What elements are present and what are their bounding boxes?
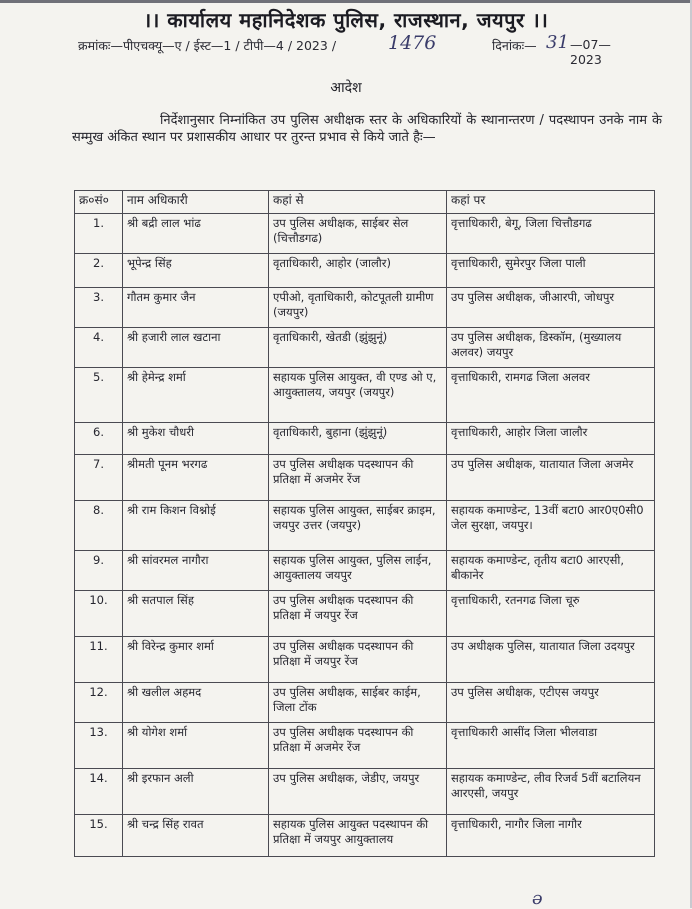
table-row (75, 769, 655, 815)
row-officer-name: श्री सांवरमल नागौरा (123, 551, 269, 591)
row-serial: 4. (75, 328, 123, 368)
row-officer-name: श्री मुकेश चौधरी (123, 423, 269, 455)
row-from: उप पुलिस अधीक्षक, जेडीए, जयपुर (269, 769, 447, 815)
row-from: सहायक पुलिस आयुक्त, पुलिस लाईन, आयुक्तालय जयपुर (269, 551, 447, 591)
row-serial: 10. (75, 591, 123, 637)
table-row (75, 501, 655, 551)
row-serial: 6. (75, 423, 123, 455)
row-officer-name: श्रीमती पूनम भरगढ (123, 455, 269, 501)
table-row (75, 683, 655, 723)
row-officer-name: श्री बद्री लाल भांढ (123, 214, 269, 254)
row-serial: 3. (75, 288, 123, 328)
page-top-edge (0, 0, 692, 3)
row-officer-name: श्री हजारी लाल खटाना (123, 328, 269, 368)
table-header-row (75, 191, 655, 214)
row-serial: 7. (75, 455, 123, 501)
row-from: सहायक पुलिस आयुक्त पदस्थापन की प्रतिक्षा में जयपुर आयुक्तालय (269, 815, 447, 857)
date-label: दिनांकः— (492, 38, 537, 53)
table-row (75, 551, 655, 591)
row-serial: 12. (75, 683, 123, 723)
row-serial: 13. (75, 723, 123, 769)
office-header: ।। कार्यालय महानिदेशक पुलिस, राजस्थान, जयपुर ।। (143, 8, 549, 32)
date-rest: —07—2023 (570, 37, 611, 67)
row-from: सहायक पुलिस आयुक्त, वी एण्ड ओ ए, आयुक्तालय, जयपुर (जयपुर) (269, 368, 447, 423)
handwritten-date-day: 31 (546, 32, 569, 53)
row-serial: 9. (75, 551, 123, 591)
table-row (75, 723, 655, 769)
row-serial: 15. (75, 815, 123, 857)
row-from: उप पुलिस अधीक्षक पदस्थापन की प्रतिक्षा में जयपुर रेंज (269, 637, 447, 683)
row-serial: 2. (75, 254, 123, 288)
table-row (75, 368, 655, 423)
row-from: सहायक पुलिस आयुक्त, साईबर क्राइम, जयपुर उत्तर (जयपुर) (269, 501, 447, 551)
row-officer-name: श्री चन्द्र सिंह रावत (123, 815, 269, 857)
row-officer-name: श्री खलील अहमद (123, 683, 269, 723)
header-officer-name: नाम अधिकारी (123, 191, 269, 214)
row-to: उप पुलिस अधीक्षक, जीआरपी, जोधपुर (447, 288, 655, 328)
row-to: वृत्ताधिकारी, बेगू, जिला चित्तौडगढ (447, 214, 655, 254)
row-serial: 5. (75, 368, 123, 423)
table-row (75, 815, 655, 857)
table-row (75, 328, 655, 368)
row-to: वृत्ताधिकारी, नागौर जिला नागौर (447, 815, 655, 857)
header-serial: क्र०सं० (75, 191, 123, 214)
table-row (75, 423, 655, 455)
transfer-table (74, 190, 655, 857)
row-to: वृत्ताधिकारी, रतनगढ जिला चूरु (447, 591, 655, 637)
row-officer-name: श्री योगेश शर्मा (123, 723, 269, 769)
table-row (75, 254, 655, 288)
row-serial: 11. (75, 637, 123, 683)
table-row (75, 591, 655, 637)
row-from: उप पुलिस अधीक्षक पदस्थापन की प्रतिक्षा में जयपुर रेंज (269, 591, 447, 637)
row-officer-name: श्री इरफान अली (123, 769, 269, 815)
row-from: उप पुलिस अधीक्षक पदस्थापन की प्रतिक्षा में अजमेर रेंज (269, 455, 447, 501)
header-from: कहां से (269, 191, 447, 214)
row-to: उप पुलिस अधीक्षक, एटीएस जयपुर (447, 683, 655, 723)
row-from: उप पुलिस अधीक्षक, साईबर सेल (चित्तौडगढ) (269, 214, 447, 254)
row-officer-name: श्री सतपाल सिंह (123, 591, 269, 637)
row-officer-name: भूपेन्द्र सिंह (123, 254, 269, 288)
row-to: उप पुलिस अधीक्षक, डिस्कॉम, (मुख्यालय अलवर) जयपुर (447, 328, 655, 368)
table-row (75, 455, 655, 501)
order-paragraph: निर्देशानुसार निम्नांकित उप पुलिस अधीक्षक स्तर के अधिकारियों के स्थानान्तरण / पदस्थापन उनके नाम के सम्मुख अंकित स्थान पर प्रशासकीय आधार पर तुरन्त प्रभाव से किये जाते हैः— (72, 113, 662, 145)
reference-label: क्रमांकः—पीएचक्यू—ए / ईस्ट—1 / टीपी—4 / 2023 / (78, 38, 337, 53)
reference-line (78, 32, 638, 67)
handwritten-reference-number: 1476 (388, 32, 437, 54)
row-from: एपीओ, वृताधिकारी, कोटपूतली ग्रामीण (जयपुर) (269, 288, 447, 328)
row-from: वृताधिकारी, आहोर (जालौर) (269, 254, 447, 288)
row-to: वृत्ताधिकारी, सुमेरपुर जिला पाली (447, 254, 655, 288)
table-row (75, 214, 655, 254)
row-officer-name: श्री विरेन्द्र कुमार शर्मा (123, 637, 269, 683)
table-row (75, 288, 655, 328)
row-serial: 14. (75, 769, 123, 815)
row-from: उप पुलिस अधीक्षक पदस्थापन की प्रतिक्षा में अजमेर रेंज (269, 723, 447, 769)
row-to: उप अधीक्षक पुलिस, यातायात जिला उदयपुर (447, 637, 655, 683)
table-body (75, 214, 655, 857)
row-officer-name: श्री हेमेन्द्र शर्मा (123, 368, 269, 423)
row-to: वृत्ताधिकारी आसींद जिला भीलवाडा (447, 723, 655, 769)
row-to: वृत्ताधिकारी, आहोर जिला जालौर (447, 423, 655, 455)
order-title: आदेश (330, 80, 362, 96)
row-to: सहायक कमाण्डेन्ट, तृतीय बटा0 आरएसी, बीकानेर (447, 551, 655, 591)
row-officer-name: श्री राम किशन विश्नोई (123, 501, 269, 551)
handwritten-mark: ə (532, 888, 543, 909)
row-serial: 1. (75, 214, 123, 254)
row-from: उप पुलिस अधीक्षक, साईबर काईम, जिला टोंक (269, 683, 447, 723)
row-to: उप पुलिस अधीक्षक, यातायात जिला अजमेर (447, 455, 655, 501)
row-from: वृताधिकारी, बुहाना (झुंझुनूं) (269, 423, 447, 455)
table-row (75, 637, 655, 683)
row-officer-name: गौतम कुमार जैन (123, 288, 269, 328)
header-to: कहां पर (447, 191, 655, 214)
row-to: सहायक कमाण्डेन्ट, 13वीं बटा0 आर0ए0सी0 जेल सुरक्षा, जयपुर। (447, 501, 655, 551)
row-to: सहायक कमाण्डेन्ट, लीव रिजर्व 5वीं बटालियन आरएसी, जयपुर (447, 769, 655, 815)
row-serial: 8. (75, 501, 123, 551)
row-to: वृत्ताधिकारी, रामगढ जिला अलवर (447, 368, 655, 423)
row-from: वृताधिकारी, खेतडी (झुंझुनूं) (269, 328, 447, 368)
